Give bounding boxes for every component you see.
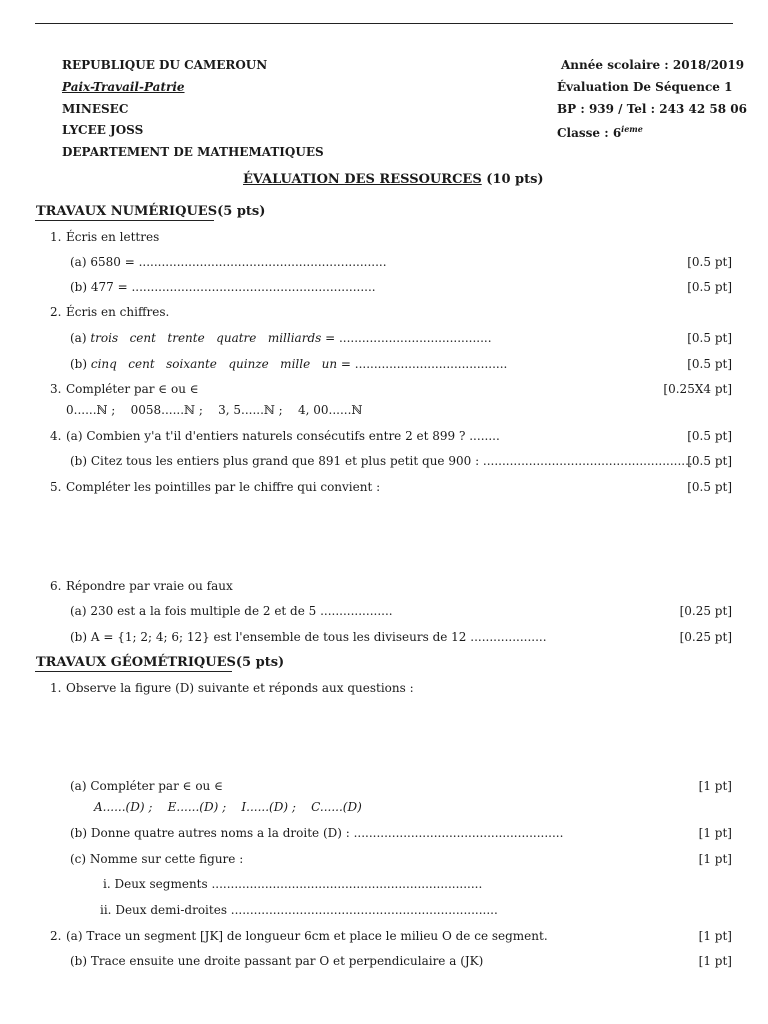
points-g1c: [1 pt] xyxy=(698,852,732,866)
section-numeric-title: TRAVAUX NUMÉRIQUES(5 pts) xyxy=(36,204,266,219)
geometry-question-2a: 2. (a) Trace un segment [JK] de longueur 6cm et place le milieu O de ce segment. xyxy=(50,929,548,943)
top-rule xyxy=(35,23,733,24)
question-4b: (b) Citez tous les entiers plus grand que 891 et plus petit que 900 : ....................................................... xyxy=(70,454,693,468)
country-name: REPUBLIQUE DU CAMEROUN xyxy=(62,58,268,72)
question-1: 1. Écris en lettres xyxy=(50,230,160,244)
question-2a: (a) trois cent trente quatre milliards = ........................................ xyxy=(70,331,492,345)
school-year: Année scolaire : 2018/2019 xyxy=(561,58,745,72)
country-motto: Paix-Travail-Patrie xyxy=(62,80,185,94)
points-6b: [0.25 pt] xyxy=(679,630,732,644)
points-1a: [0.5 pt] xyxy=(687,255,732,269)
section-geometry-title: TRAVAUX GÉOMÉTRIQUES(5 pts) xyxy=(36,655,285,670)
section-numeric-underline xyxy=(35,220,214,221)
ministry-name: MINESEC xyxy=(62,102,129,116)
geometry-question-1c-i: i. Deux segments ....................................................................... xyxy=(103,877,483,891)
question-1a: (a) 6580 = ................................................................. xyxy=(70,255,387,269)
geometry-question-1: 1. Observe la figure (D) suivante et réponds aux questions : xyxy=(50,681,414,695)
class-level: Classe : 6ieme xyxy=(557,124,643,140)
question-3: 3. Compléter par ∈ ou ∈ xyxy=(50,382,199,396)
points-4a: [0.5 pt] xyxy=(687,429,732,443)
school-name: LYCEE JOSS xyxy=(62,123,144,137)
question-5: 5. Compléter les pointilles par le chiffre qui convient : xyxy=(50,480,381,494)
question-2b: (b) cinq cent soixante quinze mille un = ........................................ xyxy=(70,357,508,371)
evaluation-name: Évaluation De Séquence 1 xyxy=(557,80,733,94)
points-g1a: [1 pt] xyxy=(698,779,732,793)
geometry-question-1a: (a) Compléter par ∈ ou ∈ xyxy=(70,779,223,793)
geometry-question-1b: (b) Donne quatre autres noms a la droite (D) : ....................................................... xyxy=(70,826,564,840)
points-g1b: [1 pt] xyxy=(698,826,732,840)
page-title: ÉVALUATION DES RESSOURCES (10 pts) xyxy=(243,172,544,187)
question-1b: (b) 477 = ................................................................ xyxy=(70,280,376,294)
department-name: DEPARTEMENT DE MATHEMATIQUES xyxy=(62,145,324,159)
points-3: [0.25X4 pt] xyxy=(663,382,732,396)
points-4b: [0.5 pt] xyxy=(687,454,732,468)
question-6a: (a) 230 est a la fois multiple de 2 et de 5 ................... xyxy=(70,604,393,618)
geometry-question-1c-ii: ii. Deux demi-droites ...................................................................... xyxy=(100,903,498,917)
question-6: 6. Répondre par vraie ou faux xyxy=(50,579,233,593)
points-g2a: [1 pt] xyxy=(698,929,732,943)
points-2a: [0.5 pt] xyxy=(687,331,732,345)
points-6a: [0.25 pt] xyxy=(679,604,732,618)
question-4a: 4. (a) Combien y'a t'il d'entiers naturels consécutifs entre 2 et 899 ? ........ xyxy=(50,429,500,443)
points-g2b: [1 pt] xyxy=(698,954,732,968)
contact-info: BP : 939 / Tel : 243 42 58 06 xyxy=(557,102,747,116)
geometry-question-1c: (c) Nomme sur cette figure : xyxy=(70,852,244,866)
points-5: [0.5 pt] xyxy=(687,480,732,494)
question-2: 2. Écris en chiffres. xyxy=(50,305,170,319)
points-1b: [0.5 pt] xyxy=(687,280,732,294)
points-2b: [0.5 pt] xyxy=(687,357,732,371)
question-3-items: 0......ℕ ; 0058......ℕ ; 3, 5......ℕ ; 4, 00......ℕ xyxy=(66,403,363,417)
geometry-question-1a-items: A......(D) ; E......(D) ; I......(D) ; C......(D) xyxy=(94,800,362,814)
question-6b: (b) A = {1; 2; 4; 6; 12} est l'ensemble de tous les diviseurs de 12 .................... xyxy=(70,630,547,644)
section-geometry-underline xyxy=(35,671,232,672)
geometry-question-2b: (b) Trace ensuite une droite passant par O et perpendiculaire a (JK) xyxy=(70,954,484,968)
